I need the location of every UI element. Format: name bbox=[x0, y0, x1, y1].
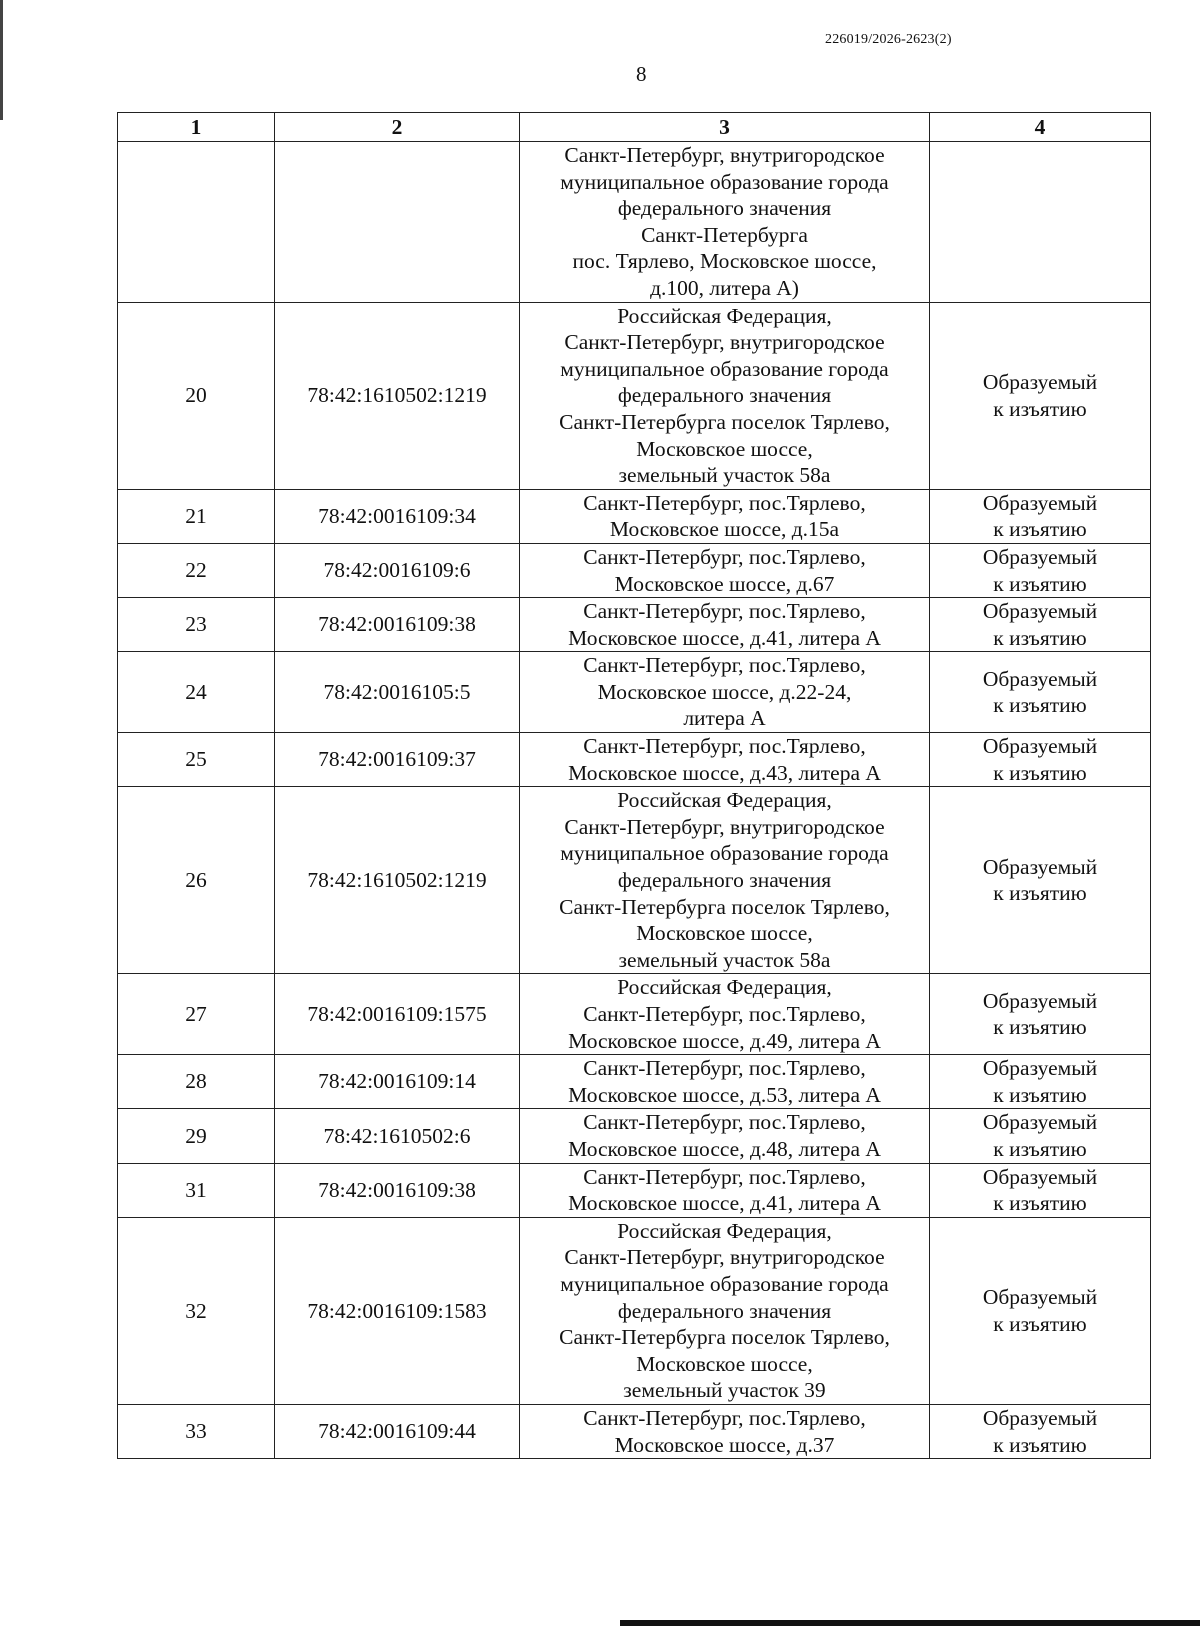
row-number: 27 bbox=[118, 974, 275, 1055]
table-row bbox=[118, 733, 1151, 787]
row-number: 20 bbox=[118, 302, 275, 489]
table-row bbox=[118, 787, 1151, 974]
plot-status: Образуемый к изъятию bbox=[930, 598, 1151, 652]
table-row bbox=[118, 974, 1151, 1055]
column-header: 3 bbox=[520, 113, 930, 142]
plot-status: Образуемый к изъятию bbox=[930, 302, 1151, 489]
cadastral-number: 78:42:0016109:38 bbox=[275, 598, 520, 652]
row-number: 32 bbox=[118, 1217, 275, 1404]
cadastral-number: 78:42:0016109:6 bbox=[275, 543, 520, 597]
plot-status: Образуемый к изъятию bbox=[930, 489, 1151, 543]
plot-status: Образуемый к изъятию bbox=[930, 1404, 1151, 1458]
plot-address: Санкт-Петербург, пос.Тярлево, Московское шоссе, д.37 bbox=[520, 1404, 930, 1458]
cadastral-number: 78:42:0016109:37 bbox=[275, 733, 520, 787]
plot-address: Санкт-Петербург, пос.Тярлево, Московское шоссе, д.15а bbox=[520, 489, 930, 543]
row-number: 29 bbox=[118, 1109, 275, 1163]
plot-status: Образуемый к изъятию bbox=[930, 1163, 1151, 1217]
row-number: 23 bbox=[118, 598, 275, 652]
row-number: 21 bbox=[118, 489, 275, 543]
plot-status: Образуемый к изъятию bbox=[930, 787, 1151, 974]
table-row bbox=[118, 1163, 1151, 1217]
plot-status: Образуемый к изъятию bbox=[930, 733, 1151, 787]
row-number: 28 bbox=[118, 1055, 275, 1109]
row-number: 22 bbox=[118, 543, 275, 597]
scan-bottom-edge bbox=[620, 1620, 1200, 1626]
land-plots-table bbox=[117, 112, 1151, 1459]
plot-status: Образуемый к изъятию bbox=[930, 1055, 1151, 1109]
plot-address: Санкт-Петербург, пос.Тярлево, Московское шоссе, д.53, литера А bbox=[520, 1055, 930, 1109]
row-number: 31 bbox=[118, 1163, 275, 1217]
cadastral-number: 78:42:0016105:5 bbox=[275, 652, 520, 733]
row-number: 24 bbox=[118, 652, 275, 733]
plot-address: Санкт-Петербург, пос.Тярлево, Московское шоссе, д.67 bbox=[520, 543, 930, 597]
table-row bbox=[118, 598, 1151, 652]
plot-status: Образуемый к изъятию bbox=[930, 652, 1151, 733]
plot-status: Образуемый к изъятию bbox=[930, 543, 1151, 597]
cadastral-number: 78:42:0016109:1583 bbox=[275, 1217, 520, 1404]
row-number bbox=[118, 142, 275, 303]
plot-address: Российская Федерация, Санкт-Петербург, внутригородское муниципальное образование города федерального значения Санкт-Петербурга поселок Тярлево, Московское шоссе, земельный участок 58а bbox=[520, 302, 930, 489]
table-row bbox=[118, 1109, 1151, 1163]
plot-address: Российская Федерация, Санкт-Петербург, пос.Тярлево, Московское шоссе, д.49, литера А bbox=[520, 974, 930, 1055]
row-number: 26 bbox=[118, 787, 275, 974]
column-header: 1 bbox=[118, 113, 275, 142]
cadastral-number: 78:42:0016109:1575 bbox=[275, 974, 520, 1055]
scan-edge-mark bbox=[0, 0, 3, 120]
plot-address: Российская Федерация, Санкт-Петербург, внутригородское муниципальное образование города федерального значения Санкт-Петербурга поселок Тярлево, Московское шоссе, земельный участок 58а bbox=[520, 787, 930, 974]
cadastral-number: 78:42:0016109:34 bbox=[275, 489, 520, 543]
row-number: 33 bbox=[118, 1404, 275, 1458]
page-number: 8 bbox=[636, 62, 647, 86]
plot-status: Образуемый к изъятию bbox=[930, 1217, 1151, 1404]
cadastral-number: 78:42:0016109:44 bbox=[275, 1404, 520, 1458]
plot-status bbox=[930, 142, 1151, 303]
plot-status: Образуемый к изъятию bbox=[930, 974, 1151, 1055]
plot-address: Санкт-Петербург, пос.Тярлево, Московское шоссе, д.41, литера А bbox=[520, 1163, 930, 1217]
plot-address: Санкт-Петербург, пос.Тярлево, Московское шоссе, д.41, литера А bbox=[520, 598, 930, 652]
table-row bbox=[118, 142, 1151, 303]
document-id: 226019/2026-2623(2) bbox=[825, 32, 952, 47]
table-row bbox=[118, 1055, 1151, 1109]
plot-address: Санкт-Петербург, пос.Тярлево, Московское шоссе, д.22-24, литера А bbox=[520, 652, 930, 733]
row-number: 25 bbox=[118, 733, 275, 787]
table-row bbox=[118, 302, 1151, 489]
plot-address: Санкт-Петербург, пос.Тярлево, Московское шоссе, д.43, литера А bbox=[520, 733, 930, 787]
column-header: 2 bbox=[275, 113, 520, 142]
cadastral-number: 78:42:0016109:38 bbox=[275, 1163, 520, 1217]
table-row bbox=[118, 489, 1151, 543]
table-row bbox=[118, 543, 1151, 597]
plot-address: Санкт-Петербург, внутригородское муниципальное образование города федерального значения Санкт-Петербурга пос. Тярлево, Московское шоссе, д.100, литера А) bbox=[520, 142, 930, 303]
plot-address: Российская Федерация, Санкт-Петербург, внутригородское муниципальное образование города федерального значения Санкт-Петербурга поселок Тярлево, Московское шоссе, земельный участок 39 bbox=[520, 1217, 930, 1404]
plot-status: Образуемый к изъятию bbox=[930, 1109, 1151, 1163]
table-row bbox=[118, 652, 1151, 733]
table-row bbox=[118, 1217, 1151, 1404]
table-row bbox=[118, 1404, 1151, 1458]
plot-address: Санкт-Петербург, пос.Тярлево, Московское шоссе, д.48, литера А bbox=[520, 1109, 930, 1163]
cadastral-number: 78:42:0016109:14 bbox=[275, 1055, 520, 1109]
cadastral-number: 78:42:1610502:6 bbox=[275, 1109, 520, 1163]
table-header-row bbox=[118, 113, 1151, 142]
cadastral-number: 78:42:1610502:1219 bbox=[275, 787, 520, 974]
cadastral-number bbox=[275, 142, 520, 303]
column-header: 4 bbox=[930, 113, 1151, 142]
cadastral-number: 78:42:1610502:1219 bbox=[275, 302, 520, 489]
